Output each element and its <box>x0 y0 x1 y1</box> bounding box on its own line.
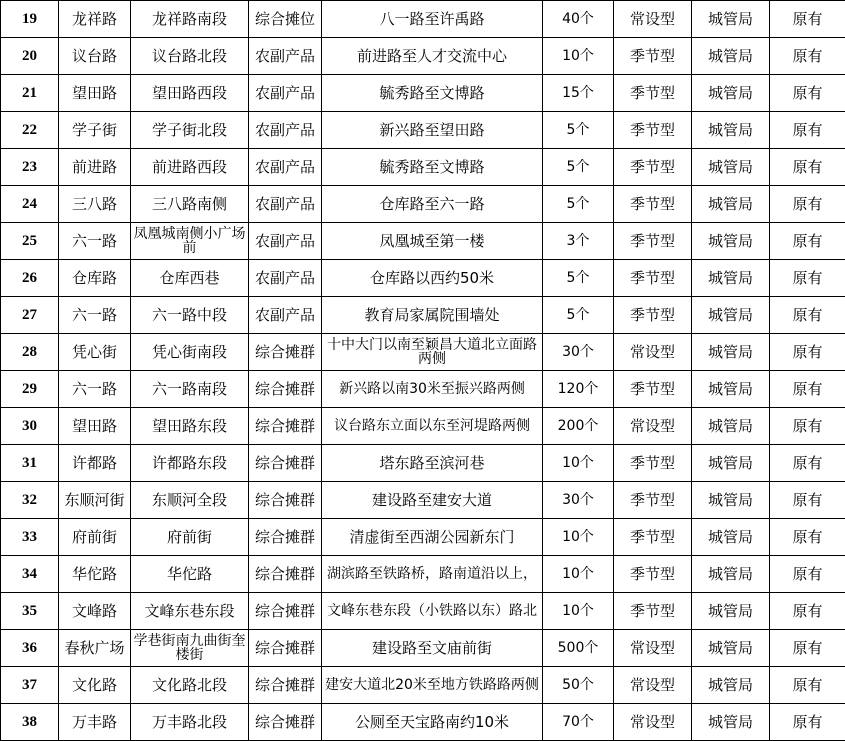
table-row <box>1 667 845 704</box>
stall-type-cell: 综合摊位 <box>249 1 322 38</box>
managing-department-cell: 城管局 <box>692 667 770 704</box>
road-section-cell: 仓库西巷 <box>131 260 249 297</box>
status-cell: 原有 <box>770 75 845 112</box>
road-section-cell: 凭心街南段 <box>131 334 249 371</box>
road-name-cell: 望田路 <box>59 408 131 445</box>
stall-kind-cell: 常设型 <box>614 630 692 667</box>
location-range-cell: 公厕至天宝路南约10米 <box>322 704 543 741</box>
location-range-cell: 凤凰城至第一楼 <box>322 223 543 260</box>
stall-type-cell: 综合摊群 <box>249 334 322 371</box>
status-cell: 原有 <box>770 186 845 223</box>
stall-count-cell: 5个 <box>543 297 614 334</box>
stall-type-cell: 农副产品 <box>249 149 322 186</box>
row-number-cell: 27 <box>1 297 59 334</box>
stall-kind-cell: 季节型 <box>614 223 692 260</box>
road-name-cell: 许都路 <box>59 445 131 482</box>
status-cell: 原有 <box>770 371 845 408</box>
row-number-cell: 22 <box>1 112 59 149</box>
stall-count-cell: 10个 <box>543 519 614 556</box>
road-section-cell: 前进路西段 <box>131 149 249 186</box>
stall-count-cell: 5个 <box>543 112 614 149</box>
stall-kind-cell: 常设型 <box>614 1 692 38</box>
stall-kind-cell: 季节型 <box>614 593 692 630</box>
location-range-cell: 仓库路以西约50米 <box>322 260 543 297</box>
table-row <box>1 1 845 38</box>
row-number-cell: 28 <box>1 334 59 371</box>
row-number-cell: 23 <box>1 149 59 186</box>
stall-count-cell: 200个 <box>543 408 614 445</box>
road-section-cell: 万丰路北段 <box>131 704 249 741</box>
managing-department-cell: 城管局 <box>692 186 770 223</box>
row-number-cell: 32 <box>1 482 59 519</box>
stall-count-cell: 30个 <box>543 482 614 519</box>
stall-kind-cell: 季节型 <box>614 38 692 75</box>
table-row <box>1 519 845 556</box>
status-cell: 原有 <box>770 593 845 630</box>
table-row <box>1 556 845 593</box>
location-range-cell: 十中大门以南至颖昌大道北立面路两侧 <box>322 334 543 371</box>
managing-department-cell: 城管局 <box>692 482 770 519</box>
status-cell: 原有 <box>770 704 845 741</box>
location-range-cell: 塔东路至滨河巷 <box>322 445 543 482</box>
status-cell: 原有 <box>770 149 845 186</box>
stall-kind-cell: 季节型 <box>614 297 692 334</box>
road-name-cell: 六一路 <box>59 223 131 260</box>
location-range-cell: 仓库路至六一路 <box>322 186 543 223</box>
stall-type-cell: 农副产品 <box>249 297 322 334</box>
road-name-cell: 府前街 <box>59 519 131 556</box>
managing-department-cell: 城管局 <box>692 556 770 593</box>
row-number-cell: 37 <box>1 667 59 704</box>
road-section-cell: 许都路东段 <box>131 445 249 482</box>
table-row <box>1 704 845 741</box>
status-cell: 原有 <box>770 519 845 556</box>
table-row <box>1 630 845 667</box>
table-row <box>1 75 845 112</box>
road-section-cell: 华佗路 <box>131 556 249 593</box>
road-name-cell: 春秋广场 <box>59 630 131 667</box>
table-row <box>1 297 845 334</box>
road-section-cell: 文峰东巷东段 <box>131 593 249 630</box>
road-name-cell: 万丰路 <box>59 704 131 741</box>
stall-type-cell: 综合摊群 <box>249 704 322 741</box>
stall-kind-cell: 季节型 <box>614 112 692 149</box>
road-section-cell: 三八路南侧 <box>131 186 249 223</box>
row-number-cell: 36 <box>1 630 59 667</box>
road-section-cell: 学巷街南九曲街奎楼街 <box>131 630 249 667</box>
stall-kind-cell: 季节型 <box>614 186 692 223</box>
status-cell: 原有 <box>770 482 845 519</box>
stall-type-cell: 综合摊群 <box>249 519 322 556</box>
location-range-cell: 建设路至建安大道 <box>322 482 543 519</box>
table-row <box>1 334 845 371</box>
road-name-cell: 东顺河街 <box>59 482 131 519</box>
stall-kind-cell: 季节型 <box>614 556 692 593</box>
stall-type-cell: 综合摊群 <box>249 556 322 593</box>
stall-kind-cell: 常设型 <box>614 408 692 445</box>
table-row <box>1 38 845 75</box>
road-name-cell: 仓库路 <box>59 260 131 297</box>
stall-count-cell: 500个 <box>543 630 614 667</box>
stall-type-cell: 农副产品 <box>249 112 322 149</box>
table-row <box>1 593 845 630</box>
stall-count-cell: 5个 <box>543 260 614 297</box>
location-range-cell: 建安大道北20米至地方铁路路两侧 <box>322 667 543 704</box>
managing-department-cell: 城管局 <box>692 334 770 371</box>
stall-type-cell: 综合摊群 <box>249 371 322 408</box>
stall-type-cell: 农副产品 <box>249 260 322 297</box>
row-number-cell: 24 <box>1 186 59 223</box>
row-number-cell: 20 <box>1 38 59 75</box>
table-row <box>1 260 845 297</box>
stall-type-cell: 农副产品 <box>249 223 322 260</box>
location-range-cell: 文峰东巷东段（小铁路以东）路北 <box>322 593 543 630</box>
status-cell: 原有 <box>770 1 845 38</box>
road-name-cell: 文峰路 <box>59 593 131 630</box>
row-number-cell: 34 <box>1 556 59 593</box>
table-row <box>1 112 845 149</box>
location-range-cell: 新兴路至望田路 <box>322 112 543 149</box>
stall-count-cell: 120个 <box>543 371 614 408</box>
table-row <box>1 186 845 223</box>
managing-department-cell: 城管局 <box>692 408 770 445</box>
managing-department-cell: 城管局 <box>692 445 770 482</box>
table-row <box>1 482 845 519</box>
road-section-cell: 学子街北段 <box>131 112 249 149</box>
managing-department-cell: 城管局 <box>692 630 770 667</box>
location-range-cell: 八一路至许禹路 <box>322 1 543 38</box>
managing-department-cell: 城管局 <box>692 371 770 408</box>
road-section-cell: 望田路西段 <box>131 75 249 112</box>
location-range-cell: 清虚街至西湖公园新东门 <box>322 519 543 556</box>
location-range-cell: 湖滨路至铁路桥，路南道沿以上， <box>322 556 543 593</box>
managing-department-cell: 城管局 <box>692 297 770 334</box>
row-number-cell: 29 <box>1 371 59 408</box>
road-name-cell: 前进路 <box>59 149 131 186</box>
status-cell: 原有 <box>770 445 845 482</box>
row-number-cell: 38 <box>1 704 59 741</box>
row-number-cell: 25 <box>1 223 59 260</box>
stall-count-cell: 10个 <box>543 38 614 75</box>
table-body <box>1 1 845 741</box>
location-range-cell: 建设路至文庙前街 <box>322 630 543 667</box>
stall-type-cell: 农副产品 <box>249 186 322 223</box>
stall-count-cell: 5个 <box>543 186 614 223</box>
stall-kind-cell: 常设型 <box>614 667 692 704</box>
row-number-cell: 35 <box>1 593 59 630</box>
stall-kind-cell: 季节型 <box>614 445 692 482</box>
stall-type-cell: 综合摊群 <box>249 630 322 667</box>
row-number-cell: 31 <box>1 445 59 482</box>
stall-type-cell: 综合摊群 <box>249 445 322 482</box>
road-name-cell: 文化路 <box>59 667 131 704</box>
road-name-cell: 龙祥路 <box>59 1 131 38</box>
stall-count-cell: 10个 <box>543 556 614 593</box>
location-range-cell: 议台路东立面以东至河堤路两侧 <box>322 408 543 445</box>
location-range-cell: 教育局家属院围墙处 <box>322 297 543 334</box>
road-name-cell: 凭心街 <box>59 334 131 371</box>
road-name-cell: 华佗路 <box>59 556 131 593</box>
road-section-cell: 府前街 <box>131 519 249 556</box>
status-cell: 原有 <box>770 630 845 667</box>
road-name-cell: 三八路 <box>59 186 131 223</box>
status-cell: 原有 <box>770 408 845 445</box>
status-cell: 原有 <box>770 112 845 149</box>
status-cell: 原有 <box>770 334 845 371</box>
road-section-cell: 六一路南段 <box>131 371 249 408</box>
stall-type-cell: 综合摊群 <box>249 667 322 704</box>
managing-department-cell: 城管局 <box>692 112 770 149</box>
road-section-cell: 望田路东段 <box>131 408 249 445</box>
stall-type-cell: 综合摊群 <box>249 408 322 445</box>
row-number-cell: 21 <box>1 75 59 112</box>
status-cell: 原有 <box>770 556 845 593</box>
stall-kind-cell: 常设型 <box>614 334 692 371</box>
stall-kind-cell: 季节型 <box>614 519 692 556</box>
row-number-cell: 19 <box>1 1 59 38</box>
managing-department-cell: 城管局 <box>692 38 770 75</box>
stall-kind-cell: 季节型 <box>614 371 692 408</box>
row-number-cell: 33 <box>1 519 59 556</box>
managing-department-cell: 城管局 <box>692 149 770 186</box>
managing-department-cell: 城管局 <box>692 260 770 297</box>
road-name-cell: 六一路 <box>59 297 131 334</box>
stall-type-cell: 农副产品 <box>249 38 322 75</box>
managing-department-cell: 城管局 <box>692 223 770 260</box>
road-section-cell: 东顺河全段 <box>131 482 249 519</box>
location-range-cell: 毓秀路至文博路 <box>322 149 543 186</box>
stall-count-cell: 70个 <box>543 704 614 741</box>
stall-count-cell: 3个 <box>543 223 614 260</box>
table-row <box>1 149 845 186</box>
table-row <box>1 223 845 260</box>
table-row <box>1 371 845 408</box>
status-cell: 原有 <box>770 38 845 75</box>
road-name-cell: 议台路 <box>59 38 131 75</box>
status-cell: 原有 <box>770 260 845 297</box>
stall-kind-cell: 季节型 <box>614 260 692 297</box>
managing-department-cell: 城管局 <box>692 593 770 630</box>
stall-count-cell: 15个 <box>543 75 614 112</box>
stall-count-cell: 10个 <box>543 445 614 482</box>
status-cell: 原有 <box>770 223 845 260</box>
stall-count-cell: 40个 <box>543 1 614 38</box>
table-row <box>1 445 845 482</box>
managing-department-cell: 城管局 <box>692 75 770 112</box>
location-range-cell: 前进路至人才交流中心 <box>322 38 543 75</box>
road-section-cell: 凤凰城南侧小广场前 <box>131 223 249 260</box>
stall-kind-cell: 季节型 <box>614 75 692 112</box>
stall-kind-cell: 季节型 <box>614 149 692 186</box>
table-row <box>1 408 845 445</box>
managing-department-cell: 城管局 <box>692 519 770 556</box>
stall-type-cell: 农副产品 <box>249 75 322 112</box>
road-section-cell: 六一路中段 <box>131 297 249 334</box>
row-number-cell: 30 <box>1 408 59 445</box>
stall-kind-cell: 季节型 <box>614 482 692 519</box>
stall-type-cell: 综合摊群 <box>249 482 322 519</box>
location-range-cell: 毓秀路至文博路 <box>322 75 543 112</box>
location-range-cell: 新兴路以南30米至振兴路两侧 <box>322 371 543 408</box>
stall-count-cell: 30个 <box>543 334 614 371</box>
road-name-cell: 望田路 <box>59 75 131 112</box>
status-cell: 原有 <box>770 297 845 334</box>
road-section-cell: 文化路北段 <box>131 667 249 704</box>
stall-count-cell: 5个 <box>543 149 614 186</box>
managing-department-cell: 城管局 <box>692 704 770 741</box>
stall-kind-cell: 常设型 <box>614 704 692 741</box>
row-number-cell: 26 <box>1 260 59 297</box>
road-name-cell: 学子街 <box>59 112 131 149</box>
road-section-cell: 议台路北段 <box>131 38 249 75</box>
stall-count-cell: 10个 <box>543 593 614 630</box>
road-name-cell: 六一路 <box>59 371 131 408</box>
status-cell: 原有 <box>770 667 845 704</box>
stall-type-cell: 综合摊群 <box>249 593 322 630</box>
stall-count-cell: 50个 <box>543 667 614 704</box>
managing-department-cell: 城管局 <box>692 1 770 38</box>
road-section-cell: 龙祥路南段 <box>131 1 249 38</box>
